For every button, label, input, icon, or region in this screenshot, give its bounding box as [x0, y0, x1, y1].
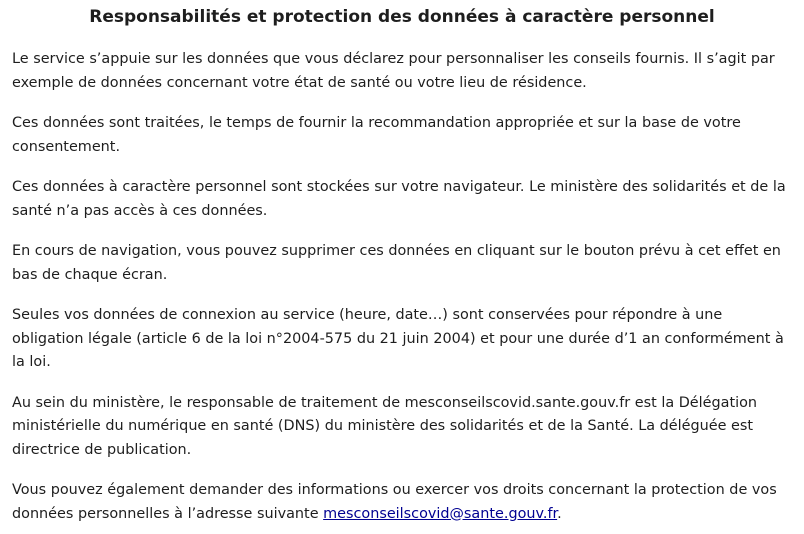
- contact-email-link[interactable]: mesconseilscovid@sante.gouv.fr: [323, 505, 558, 522]
- paragraph-contact: [12, 479, 792, 526]
- paragraph-controller: Au sein du ministère, le responsable de traitement de mesconseilscovid.sante.gouv.fr est la Délégation ministérielle du numérique en santé (DNS) du ministère des solidarités et de la Santé. La déléguée est directrice de publication.: [12, 394, 758, 458]
- section-title: Responsabilités et protection des données à caractère personnel: [89, 7, 715, 27]
- contact-text: Vous pouvez également demander des informations ou exercer vos droits concernant la protection de vos données personnelles à l’adresse suivante: [12, 482, 777, 522]
- contact-text-end: .: [557, 505, 562, 522]
- paragraph-connection-data: Seules vos données de connexion au service (heure, date…) sont conservées pour répondre à une obligation légale (article 6 de la loi n°2004-575 du 21 juin 2004) et pour une durée d’1 an conformément à la loi.: [12, 307, 784, 370]
- paragraph-processing: Ces données sont traitées, le temps de fournir la recommandation appropriée et sur la base de votre consentement.: [12, 115, 741, 155]
- paragraph-storage: Ces données à caractère personnel sont stockées sur votre navigateur. Le ministère des solidarités et de la santé n’a pas accès à ces données.: [12, 179, 786, 219]
- paragraph-data-usage: Le service s’appuie sur les données que vous déclarez pour personnaliser les conseils fournis. Il s’agit par exemple de données concernant votre état de santé ou votre lieu de résidence.: [12, 51, 775, 91]
- paragraph-deletion: En cours de navigation, vous pouvez supprimer ces données en cliquant sur le bouton prévu à cet effet en bas de chaque écran.: [12, 243, 781, 283]
- section-content: [12, 48, 792, 526]
